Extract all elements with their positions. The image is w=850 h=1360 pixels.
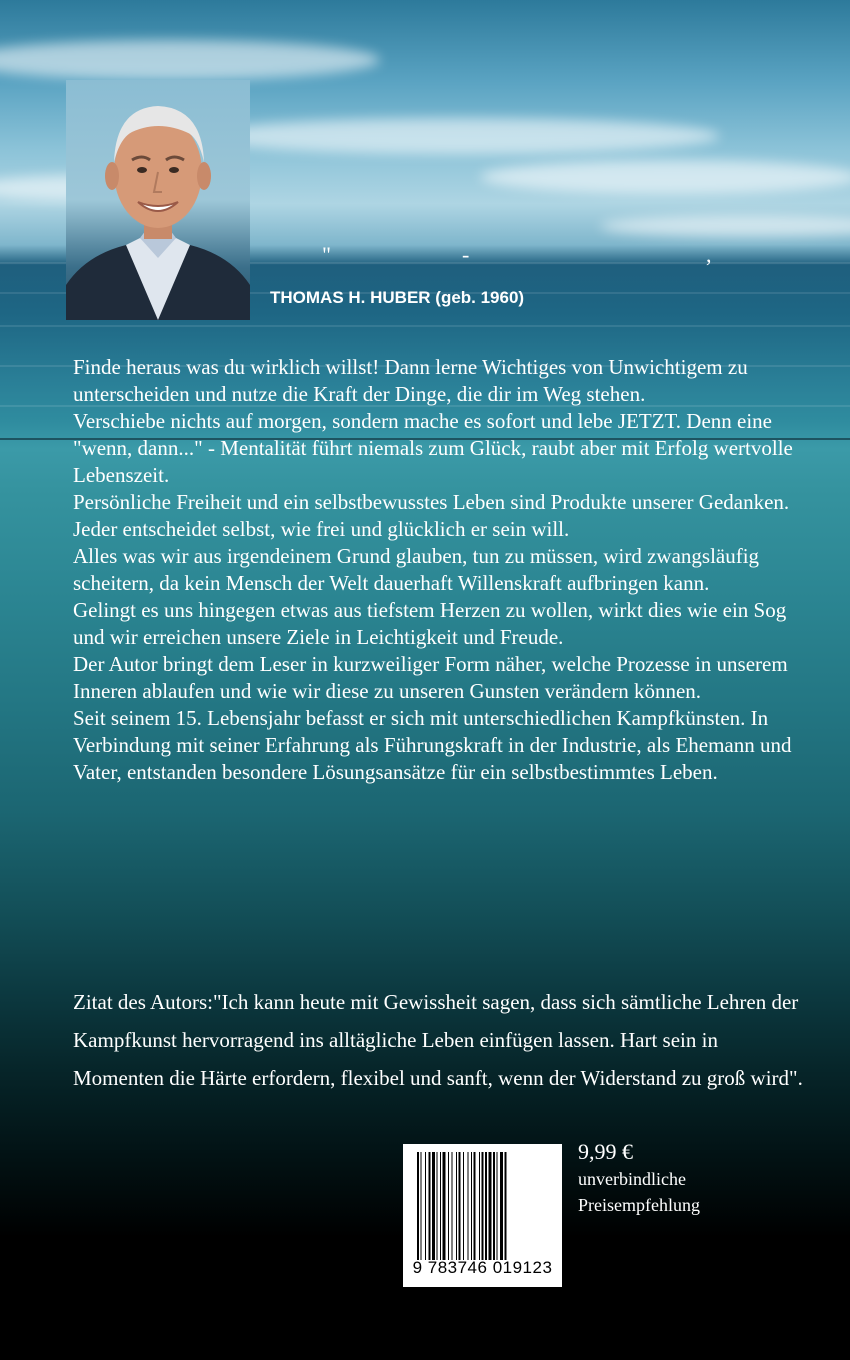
price-note [578, 1166, 700, 1218]
author-quote-marks [322, 242, 718, 268]
price-value: 9,99 € [578, 1139, 633, 1164]
price-note-line: Preisempfehlung [578, 1195, 700, 1215]
cloud-streak [600, 215, 850, 237]
author-name: THOMAS H. HUBER (geb. 1960) [270, 288, 525, 307]
cloud-streak [480, 160, 850, 194]
author-portrait-icon [66, 80, 250, 320]
blurb-text [73, 354, 818, 786]
author-photo [66, 80, 250, 320]
price-block [578, 1138, 700, 1218]
blurb-paragraph: Gelingt es uns hingegen etwas aus tiefstem Herzen zu wollen, wirkt dies wie ein Sog und wir erreichen unsere Ziele in Leichtigkeit und Freude. [73, 598, 787, 649]
price-note-line: unverbindliche [578, 1169, 686, 1189]
blurb-paragraph: Alles was wir aus irgendeinem Grund glauben, tun zu müssen, wird zwangsläufig scheitern, da kein Mensch der Welt dauerhaft Willenskraft aufbringen kann. [73, 544, 760, 595]
blurb-paragraph: Persönliche Freiheit und ein selbstbewusstes Leben sind Produkte unserer Gedanken. Jeder entscheidet selbst, wie frei und glücklich er sein will. [73, 490, 790, 541]
blurb-paragraph: Verschiebe nichts auf morgen, sondern mache es sofort und lebe JETZT. Denn eine "wenn, dann..." - Mentalität führt niemals zum Glück, raubt aber mit Erfolg wertvolle Lebenszeit. [73, 409, 793, 487]
author-quote: Zitat des Autors:"Ich kann heute mit Gewissheit sagen, dass sich sämtliche Lehren der Kampfkunst hervorragend ins alltägliche Leben einfügen lassen. Hart sein in Momenten die Härte erfordern, flexibel und sanft, wenn der Widerstand zu groß wird". [73, 990, 803, 1090]
isbn-barcode [403, 1144, 562, 1287]
isbn-number: 9 783746 019123 [412, 1258, 553, 1277]
cloud-streak [0, 40, 380, 80]
blurb-paragraph: Finde heraus was du wirklich willst! Dann lerne Wichtiges von Unwichtigem zu unterscheiden und nutze die Kraft der Dinge, die dir im Weg stehen. [73, 355, 748, 406]
quote-open-mark: " [322, 242, 331, 267]
quote-close-mark: , [706, 242, 712, 267]
blurb-paragraph: Der Autor bringt dem Leser in kurzweiliger Form näher, welche Prozesse in unserem Inneren ablaufen und wie wir diese zu unseren Gunsten verändern können. [73, 652, 788, 703]
barcode-icon [417, 1152, 549, 1260]
cloud-streak [200, 118, 720, 154]
wave-line [0, 325, 850, 327]
blurb-paragraph: Seit seinem 15. Lebensjahr befasst er sich mit unterschiedlichen Kampfkünsten. In Verbindung mit seiner Erfahrung als Führungskraft in der Industrie, als Ehemann und Vater, entstanden besondere Lösungsansätze für ein selbstbestimmtes Leben. [73, 706, 792, 784]
quote-dash: - [462, 242, 470, 267]
